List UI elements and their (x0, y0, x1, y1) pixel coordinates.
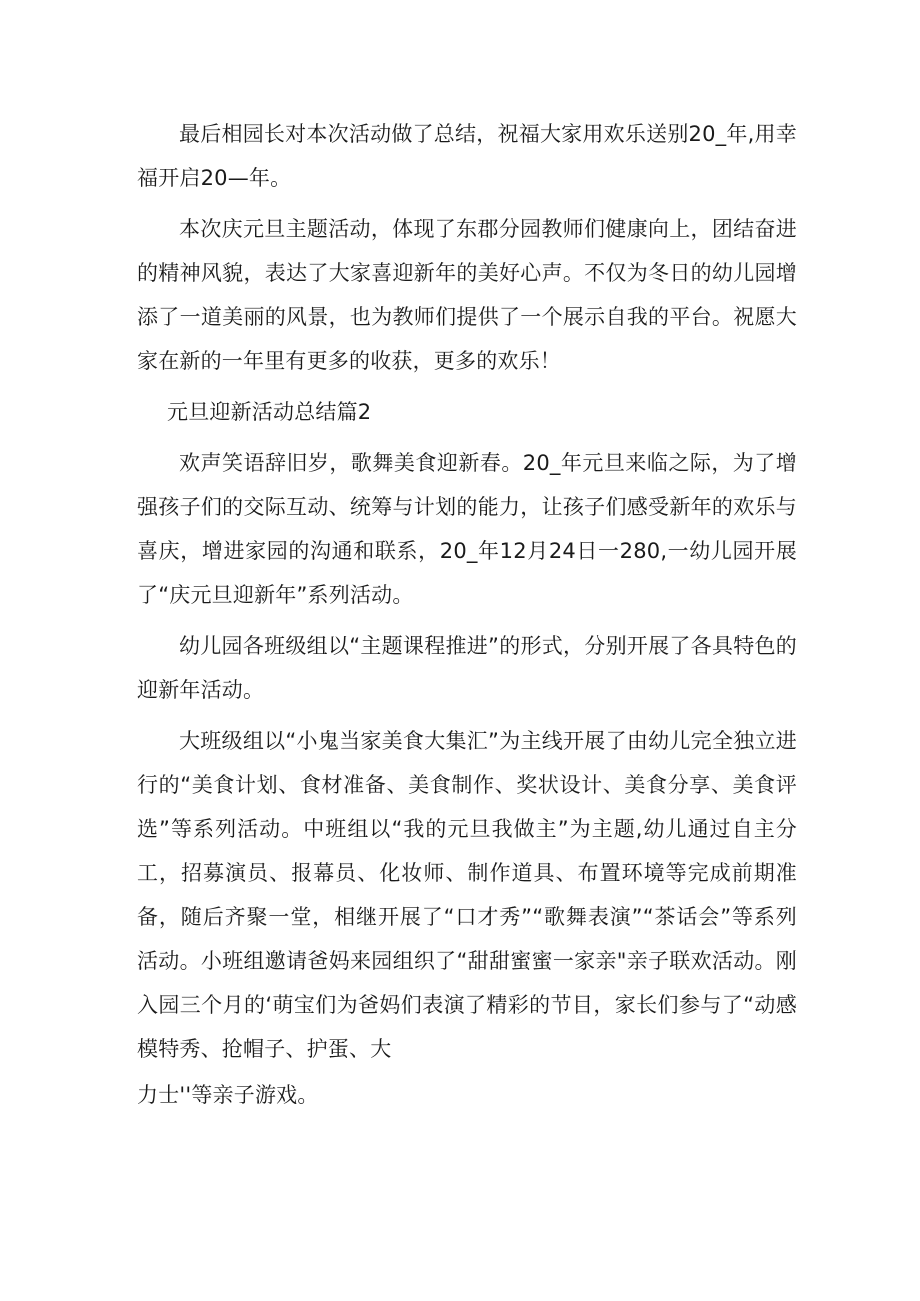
document-body (137, 112, 797, 1112)
section-title: 元旦迎新活动总结篇2 (167, 400, 372, 424)
paragraph-new-year-intro: 欢声笑语辞旧岁，歌舞美食迎新春。20_年元旦来临之际，为了增强孩子们的交际互动、统筹与计划的能力，让孩子们感受新年的欢乐与喜庆，增进家园的沟通和联系，20_年12月24日一280,一幼儿园开展了“庆元旦迎新年”系列活动。 (137, 451, 797, 607)
paragraph-class-groups: 幼儿园各班级组以“主题课程推进”的形式，分别开展了各具特色的迎新年活动。 (137, 634, 797, 702)
paragraph-activity-reflection: 本次庆元旦主题活动，体现了东郡分园教师们健康向上，团结奋进的精神风貌，表达了大家喜迎新年的美好心声。不仅为冬日的幼儿园增添了一道美丽的风景，也为教师们提供了一个展示自我的平台。祝愿大家在新的一年里有更多的收获，更多的欢乐！ (137, 217, 797, 373)
paragraph-tail-line: 力士''等亲子游戏。 (137, 1083, 319, 1107)
paragraph-closing-summary: 最后相园长对本次活动做了总结，祝福大家用欢乐送别20_年,用幸福开启20—年。 (137, 122, 797, 190)
paragraph-class-activities: 大班级组以“小鬼当家美食大集汇”为主线开展了由幼儿完全独立进行的“美食计划、食材准备、美食制作、奖状设计、美食分享、美食评选”等系列活动。中班组以“我的元旦我做主”为主题,幼儿通过自主分工，招募演员、报幕员、化妆师、制作道具、布置环境等完成前期准备，随后齐聚一堂，相继开展了“口才秀”“歌舞表演”“茶话会”等系列活动。小班组邀请爸妈来园组织了“甜甜蜜蜜一家亲"亲子联欢活动。刚入园三个月的‘萌宝们为爸妈们表演了精彩的节目，家长们参与了“动感模特秀、抢帽子、护蛋、大 (137, 729, 797, 1061)
